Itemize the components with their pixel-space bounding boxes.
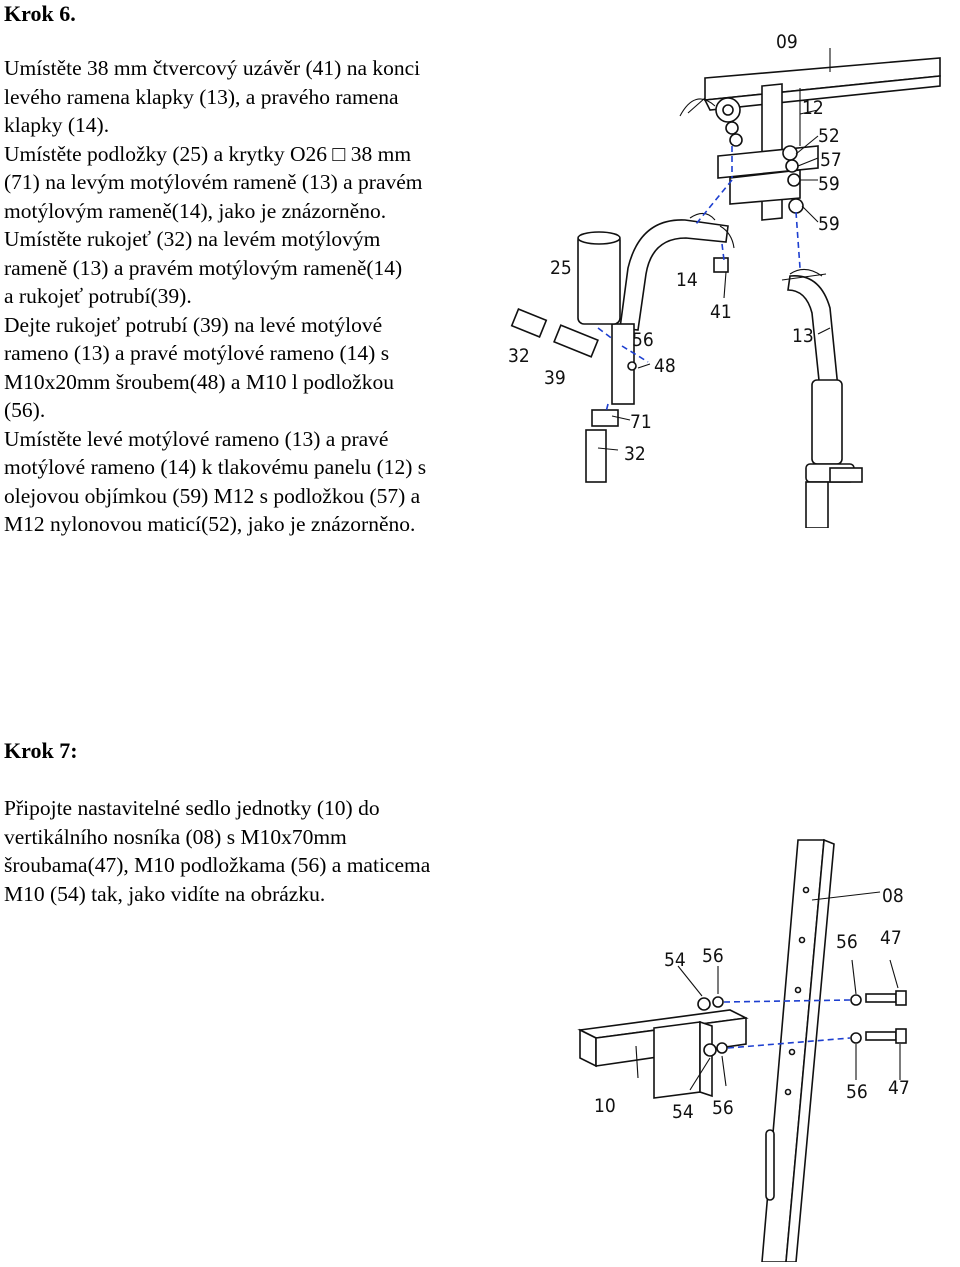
text-line: motýlovým rameně(14), jako je znázorněno. bbox=[4, 198, 387, 223]
label-09: 09 bbox=[776, 31, 798, 53]
step7-heading: Krok 7: bbox=[4, 738, 78, 763]
label-10: 10 bbox=[594, 1095, 616, 1117]
label-57: 57 bbox=[820, 149, 842, 171]
text-line: Umístěte podložky (25) a krytky O26 □ 38 mm bbox=[4, 141, 412, 166]
text-line: klapky (14). bbox=[4, 113, 110, 137]
label-41: 41 bbox=[710, 301, 732, 323]
label-25: 25 bbox=[550, 257, 572, 279]
butterfly-arm-assembly-diagram bbox=[500, 28, 960, 528]
text-line: Umístěte rukojeť (32) na levém motýlovým bbox=[4, 227, 381, 251]
press-panel-frame bbox=[680, 48, 940, 220]
step7-instructions bbox=[4, 794, 430, 908]
label-12: 12 bbox=[802, 97, 824, 119]
label-39: 39 bbox=[544, 367, 566, 389]
seat-unit-assembly-diagram bbox=[540, 830, 950, 1262]
step6-heading: Krok 6. bbox=[4, 1, 76, 26]
label-59: 59 bbox=[818, 173, 840, 195]
text-line: motýlové rameno (14) k tlakovému panelu (12) s bbox=[4, 455, 427, 479]
butterfly-arm-13 bbox=[782, 269, 862, 528]
label-32: 32 bbox=[624, 443, 646, 465]
label-47: 47 bbox=[880, 927, 902, 949]
text-line: (71) na levým motýlovém rameně (13) a pravém bbox=[4, 170, 423, 194]
text-line: Umístěte 38 mm čtvercový uzávěr (41) na konci bbox=[4, 56, 421, 80]
text-line: M10x20mm šroubem(48) a M10 l podložkou bbox=[4, 369, 394, 394]
label-47: 47 bbox=[888, 1077, 910, 1099]
label-56: 56 bbox=[702, 945, 724, 967]
text-line: M10 (54) tak, jako vidíte na obrázku. bbox=[4, 881, 326, 906]
text-line: levého ramena klapky (13), a pravého ramena bbox=[4, 84, 399, 109]
seat-unit-10 bbox=[580, 1010, 746, 1098]
label-56: 56 bbox=[836, 931, 858, 953]
text-line: (56). bbox=[4, 398, 46, 422]
label-08: 08 bbox=[882, 885, 904, 907]
text-line: vertikálního nosníka (08) s M10x70mm bbox=[4, 824, 347, 849]
text-line: rameně (13) a pravém motýlovým rameně(14) bbox=[4, 255, 403, 280]
label-71: 71 bbox=[630, 411, 652, 433]
text-line: Připojte nastavitelné sedlo jednotky (10) do bbox=[4, 796, 380, 820]
label-13: 13 bbox=[792, 325, 814, 347]
label-48: 48 bbox=[654, 355, 676, 377]
label-54: 54 bbox=[672, 1101, 694, 1123]
label-59: 59 bbox=[818, 213, 840, 235]
label-52: 52 bbox=[818, 125, 840, 147]
label-56: 56 bbox=[846, 1081, 868, 1103]
label-54: 54 bbox=[664, 949, 686, 971]
text-line: olejovou objímkou (59) M12 s podložkou (57) a bbox=[4, 483, 421, 508]
label-32: 32 bbox=[508, 345, 530, 367]
label-14: 14 bbox=[676, 269, 698, 291]
step6-instructions bbox=[4, 54, 426, 539]
label-56: 56 bbox=[712, 1097, 734, 1119]
vertical-beam-08 bbox=[762, 840, 880, 1262]
text-line: Umístěte levé motýlové rameno (13) a pravé bbox=[4, 426, 389, 451]
text-line: Dejte rukojeť potrubí (39) na levé motýlové bbox=[4, 312, 383, 337]
text-line: rameno (13) a pravé motýlové rameno (14) s bbox=[4, 341, 390, 365]
text-line: a rukojeť potrubí(39). bbox=[4, 284, 192, 308]
label-56: 56 bbox=[632, 329, 654, 351]
text-line: šroubama(47), M10 podložkama (56) a maticema bbox=[4, 853, 431, 877]
butterfly-arm-14 bbox=[512, 213, 734, 482]
text-line: M12 nylonovou maticí(52), jako je znázorněno. bbox=[4, 512, 416, 536]
